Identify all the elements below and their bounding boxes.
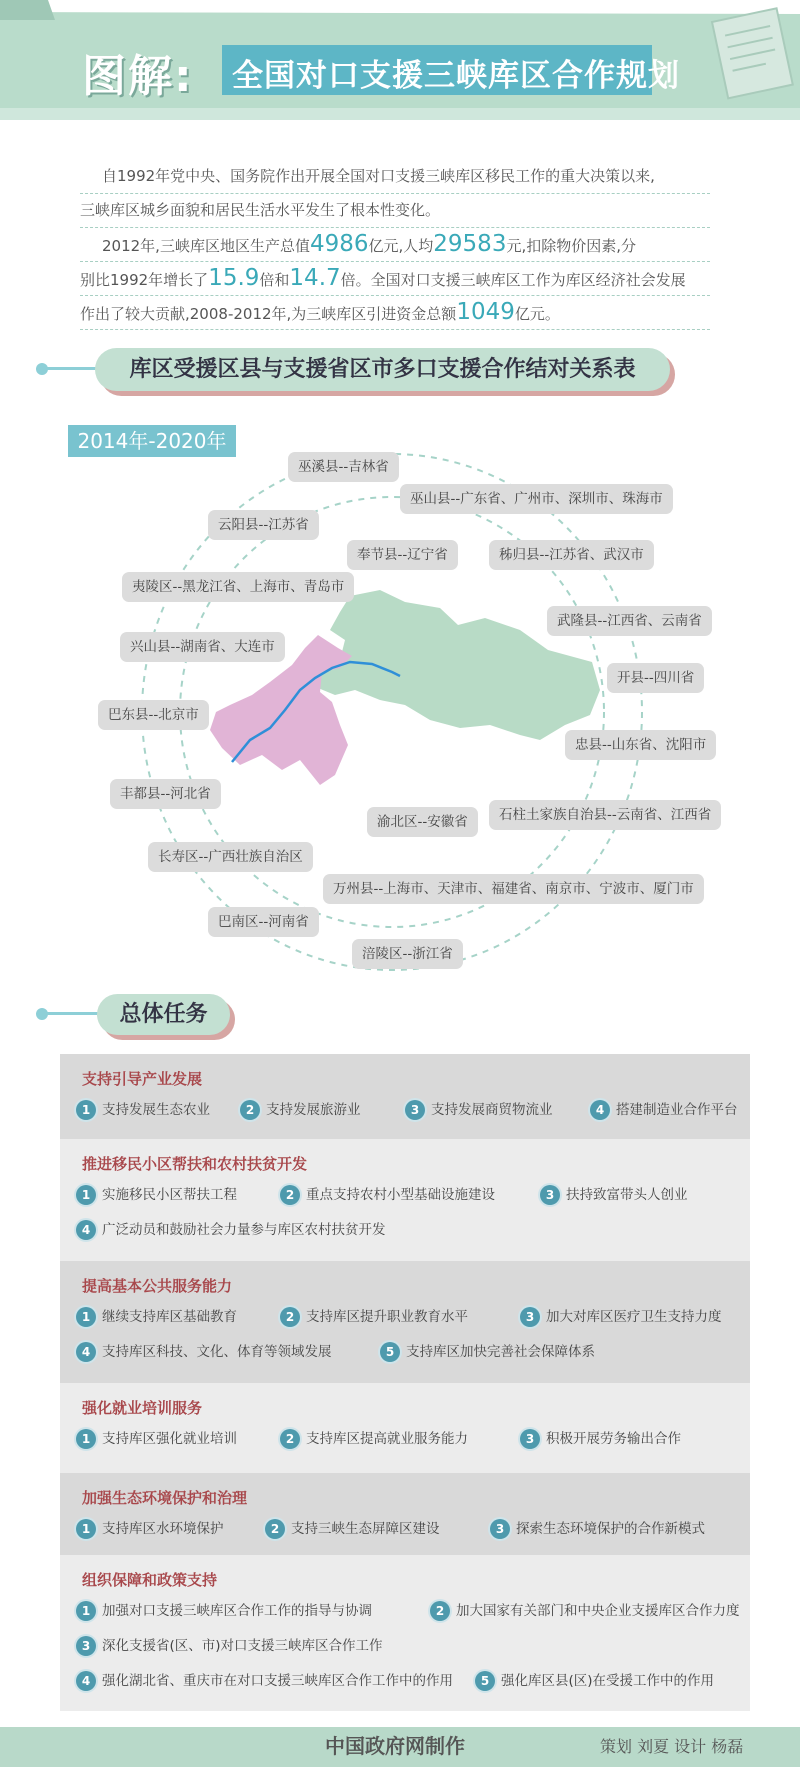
task-item (280, 1183, 495, 1207)
task-item-label: 支持发展旅游业 (266, 1102, 361, 1118)
pairing-pill: 万州县--上海市、天津市、福建省、南京市、宁波市、厦门市 (323, 874, 704, 904)
intro-paragraph (80, 160, 710, 330)
intro-line (80, 194, 710, 228)
section-connector (44, 1012, 104, 1015)
task-item (475, 1669, 714, 1693)
task-group-title: 支持引导产业发展 (82, 1070, 203, 1088)
task-item (76, 1634, 383, 1658)
intro-text: 亿元。 (514, 305, 560, 323)
task-group (60, 1139, 750, 1261)
intro-text: 亿元,人均 (368, 237, 434, 255)
task-item-label: 深化支援省(区、市)对口支援三峡库区合作工作 (102, 1638, 383, 1654)
task-group-title: 加强生态环境保护和治理 (82, 1489, 248, 1507)
number-circle-icon: 2 (280, 1429, 300, 1449)
number-circle-icon: 4 (76, 1342, 96, 1362)
task-group (60, 1473, 750, 1555)
number-circle-icon: 3 (520, 1307, 540, 1327)
number-circle-icon: 2 (430, 1601, 450, 1621)
pairing-pill: 巴南区--河南省 (208, 907, 319, 937)
task-item-label: 支持库区水环境保护 (102, 1521, 224, 1537)
task-item-label: 重点支持农村小型基础设施建设 (306, 1187, 495, 1203)
task-item (280, 1305, 468, 1329)
task-item-label: 加强对口支援三峡库区合作工作的指导与协调 (102, 1603, 372, 1619)
task-item-label: 加大对库区医疗卫生支持力度 (546, 1309, 722, 1325)
task-item (265, 1517, 440, 1541)
pairing-pill: 夷陵区--黑龙江省、上海市、青岛市 (122, 572, 354, 602)
pairing-pill: 涪陵区--浙江省 (352, 939, 463, 969)
pairing-pill: 秭归县--江苏省、武汉市 (489, 540, 654, 570)
number-circle-icon: 3 (490, 1519, 510, 1539)
intro-highlight-number: 1049 (456, 299, 515, 325)
pairing-pill: 忠县--山东省、沈阳市 (565, 730, 716, 760)
task-item-label: 支持库区加快完善社会保障体系 (406, 1344, 595, 1360)
section-title-pairing: 库区受援区县与支援省区市多口支援合作结对关系表 (95, 348, 670, 391)
pairing-pill: 巫溪县--吉林省 (288, 452, 399, 482)
task-item (380, 1340, 595, 1364)
pairing-pill: 渝北区--安徽省 (367, 807, 478, 837)
number-circle-icon: 5 (380, 1342, 400, 1362)
task-item-label: 支持库区提升职业教育水平 (306, 1309, 468, 1325)
task-group-title: 推进移民小区帮扶和农村扶贫开发 (82, 1155, 308, 1173)
number-circle-icon: 3 (76, 1636, 96, 1656)
number-circle-icon: 4 (76, 1671, 96, 1691)
task-item (520, 1427, 681, 1451)
task-item (76, 1340, 332, 1364)
number-circle-icon: 1 (76, 1185, 96, 1205)
task-item (76, 1427, 237, 1451)
task-group (60, 1054, 750, 1139)
number-circle-icon: 1 (76, 1100, 96, 1120)
task-group (60, 1261, 750, 1383)
number-circle-icon: 2 (240, 1100, 260, 1120)
number-circle-icon: 4 (76, 1220, 96, 1240)
number-circle-icon: 3 (540, 1185, 560, 1205)
intro-text: 自1992年党中央、国务院作出开展全国对口支援三峡库区移民工作的重大决策以来, (102, 167, 655, 185)
task-item-label: 强化库区县(区)在受援工作中的作用 (501, 1673, 715, 1689)
task-item-label: 支持库区科技、文化、体育等领域发展 (102, 1344, 332, 1360)
footer-maker: 中国政府网制作 (325, 1734, 465, 1758)
task-item-label: 加大国家有关部门和中央企业支援库区合作力度 (456, 1603, 740, 1619)
task-item-label: 支持库区提高就业服务能力 (306, 1431, 468, 1447)
number-circle-icon: 3 (520, 1429, 540, 1449)
number-circle-icon: 1 (76, 1429, 96, 1449)
intro-text: 倍。全国对口支援三峡库区工作为库区经济社会发展 (340, 271, 686, 289)
task-item (405, 1098, 553, 1122)
intro-line (80, 228, 710, 262)
task-item (540, 1183, 688, 1207)
task-list (60, 1054, 750, 1711)
task-group-title: 强化就业培训服务 (82, 1399, 203, 1417)
number-circle-icon: 5 (475, 1671, 495, 1691)
task-item-label: 强化湖北省、重庆市在对口支援三峡库区合作工作中的作用 (102, 1673, 453, 1689)
number-circle-icon: 2 (280, 1307, 300, 1327)
number-circle-icon: 1 (76, 1519, 96, 1539)
intro-text: 倍和 (259, 271, 290, 289)
pairing-pill: 武隆县--江西省、云南省 (547, 606, 712, 636)
section-title-tasks: 总体任务 (97, 994, 230, 1035)
page-subtitle: 全国对口支援三峡库区合作规划 (232, 58, 680, 94)
pairing-pill: 石柱土家族自治县--云南省、江西省 (489, 800, 721, 830)
task-group (60, 1555, 750, 1711)
task-item-label: 实施移民小区帮扶工程 (102, 1187, 237, 1203)
intro-line (80, 160, 710, 194)
number-circle-icon: 1 (76, 1601, 96, 1621)
pairing-pill: 开县--四川省 (607, 663, 704, 693)
intro-text: 别比1992年增长了 (80, 271, 209, 289)
number-circle-icon: 4 (590, 1100, 610, 1120)
task-item (76, 1305, 237, 1329)
intro-text: 2012年,三峡库区地区生产总值 (102, 237, 310, 255)
task-item-label: 支持三峡生态屏障区建设 (291, 1521, 440, 1537)
task-item-label: 积极开展劳务输出合作 (546, 1431, 681, 1447)
task-item (76, 1098, 210, 1122)
task-item (76, 1183, 237, 1207)
intro-highlight-number: 15.9 (208, 265, 260, 291)
task-item-label: 扶持致富带头人创业 (566, 1187, 688, 1203)
task-item-label: 支持库区强化就业培训 (102, 1431, 237, 1447)
intro-line (80, 262, 710, 296)
number-circle-icon: 2 (280, 1185, 300, 1205)
task-item (590, 1098, 738, 1122)
task-item-label: 继续支持库区基础教育 (102, 1309, 237, 1325)
task-item (76, 1669, 453, 1693)
intro-text: 三峡库区城乡面貌和居民生活水平发生了根本性变化。 (80, 201, 441, 219)
number-circle-icon: 3 (405, 1100, 425, 1120)
task-item (76, 1517, 224, 1541)
number-circle-icon: 1 (76, 1307, 96, 1327)
pairing-pill: 丰都县--河北省 (110, 779, 221, 809)
task-item (490, 1517, 705, 1541)
task-item (240, 1098, 361, 1122)
task-item (76, 1218, 386, 1242)
task-group-title: 组织保障和政策支持 (82, 1571, 218, 1589)
task-item-label: 支持发展商贸物流业 (431, 1102, 553, 1118)
period-badge: 2014年-2020年 (68, 425, 236, 457)
intro-highlight-number: 29583 (433, 231, 507, 257)
intro-highlight-number: 4986 (309, 231, 369, 257)
pairing-pill: 巫山县--广东省、广州市、深圳市、珠海市 (400, 484, 673, 514)
task-group (60, 1383, 750, 1473)
task-item-label: 探索生态环境保护的合作新模式 (516, 1521, 705, 1537)
intro-highlight-number: 14.7 (289, 265, 341, 291)
pairing-pill: 奉节县--辽宁省 (347, 540, 458, 570)
task-item (520, 1305, 722, 1329)
number-circle-icon: 2 (265, 1519, 285, 1539)
task-item (280, 1427, 468, 1451)
task-item-label: 广泛动员和鼓励社会力量参与库区农村扶贫开发 (102, 1222, 386, 1238)
pairing-pill: 云阳县--江苏省 (208, 510, 319, 540)
task-item (430, 1599, 740, 1623)
page-title: 图解: (82, 51, 194, 102)
task-item (76, 1599, 372, 1623)
pairing-pill: 巴东县--北京市 (98, 700, 209, 730)
pairing-pill: 兴山县--湖南省、大连市 (120, 632, 285, 662)
pairing-pill: 长寿区--广西壮族自治区 (148, 842, 313, 872)
task-group-title: 提高基本公共服务能力 (82, 1277, 233, 1295)
intro-text: 作出了较大贡献,2008-2012年,为三峡库区引进资金总额 (80, 305, 457, 323)
intro-text: 元,扣除物价因素,分 (506, 237, 636, 255)
intro-line (80, 296, 710, 330)
task-item-label: 支持发展生态农业 (102, 1102, 210, 1118)
task-item-label: 搭建制造业合作平台 (616, 1102, 738, 1118)
footer-credit: 策划 刘夏 设计 杨磊 (600, 1737, 744, 1756)
